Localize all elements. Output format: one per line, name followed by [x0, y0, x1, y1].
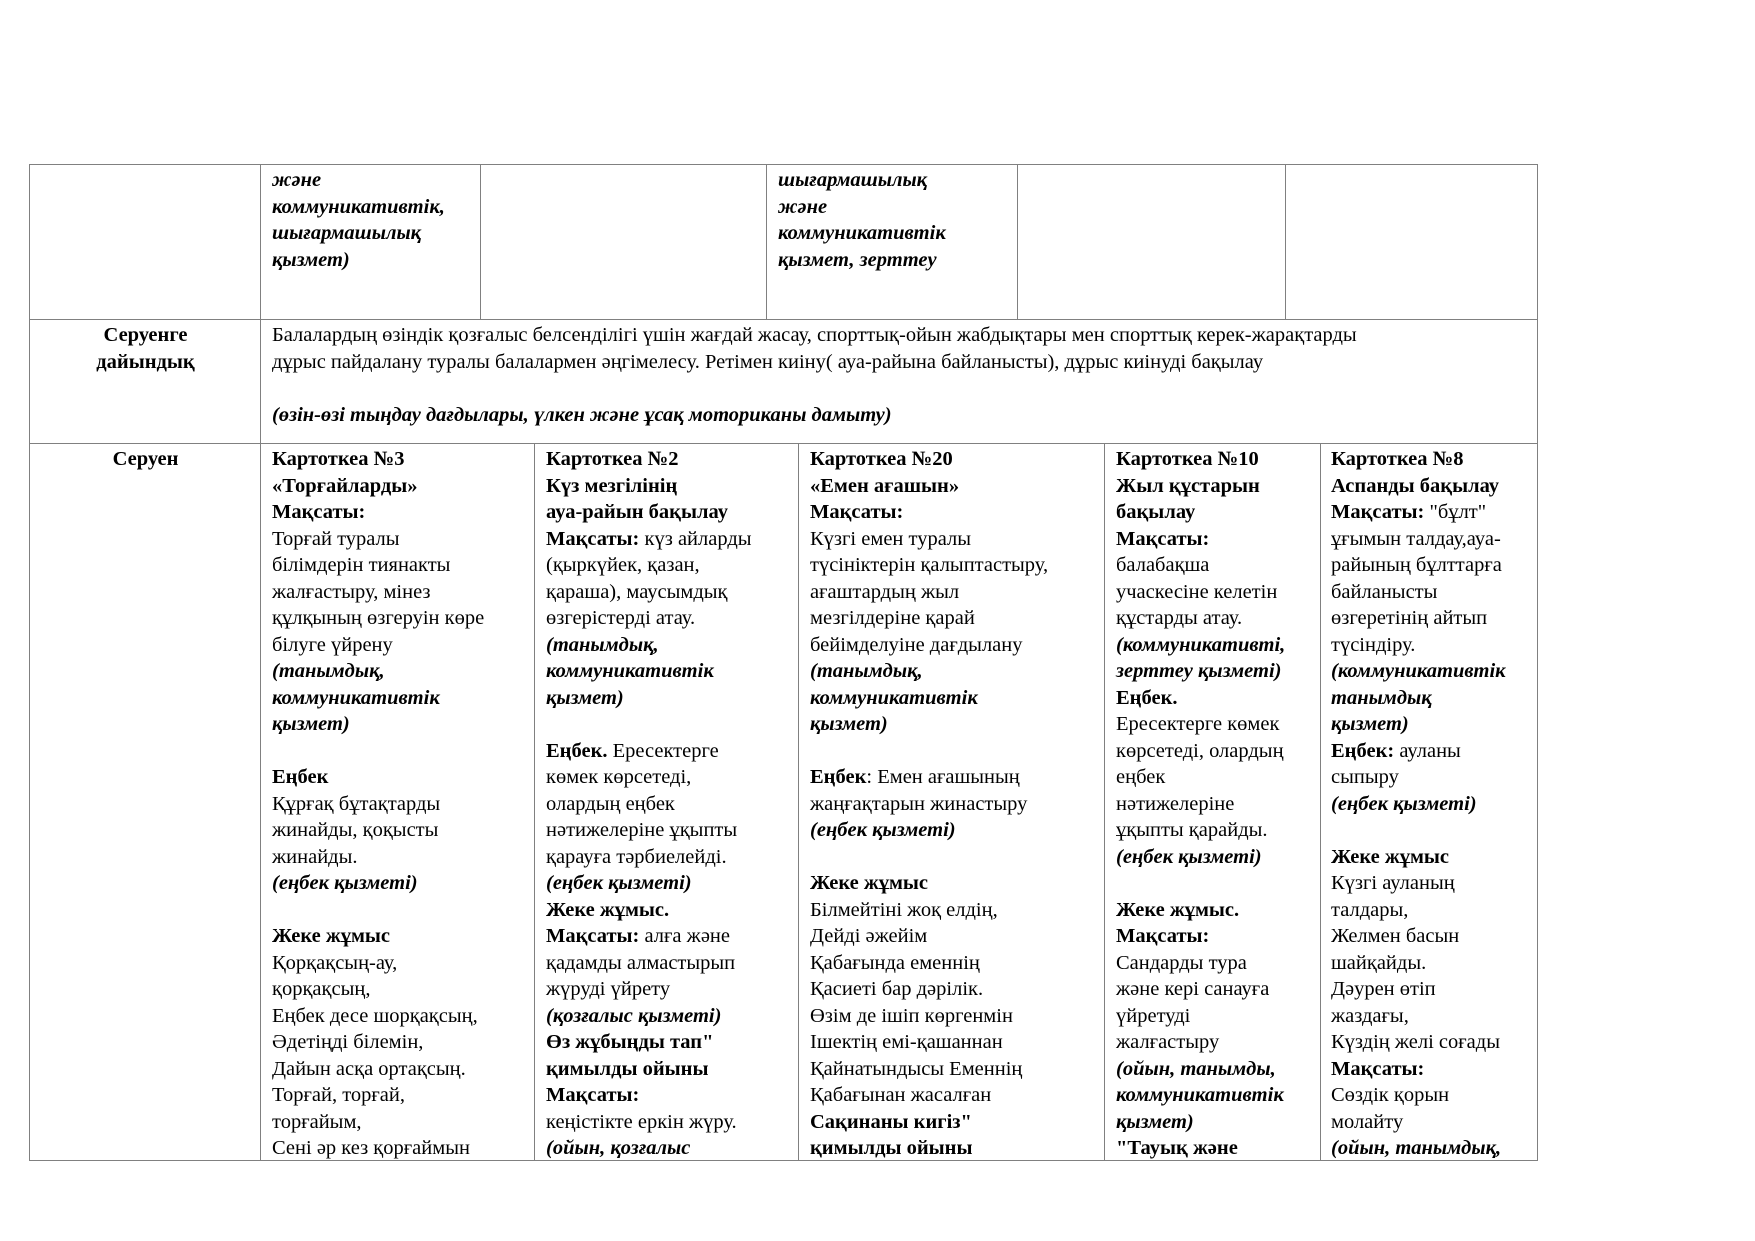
walk-col-thursday [1104, 444, 1320, 1160]
cell-line: Торғай туралы [272, 527, 400, 550]
cell-line: еңбек [1116, 766, 1166, 788]
cell-line: құстарды атау. [1116, 607, 1243, 629]
cell-line: Дейді әжейім [810, 925, 928, 947]
cell-line: қимылды ойыны [546, 1057, 709, 1080]
cell-line: қараша), маусымдық [546, 580, 728, 603]
cell-line: Еңбек. Ересектерге [546, 739, 719, 762]
cell-line: Мақсаты: [546, 1084, 640, 1106]
walk-col-monday [260, 444, 534, 1160]
blank-line [810, 844, 1094, 871]
cell-line: көрсетеді, олардың [1116, 739, 1284, 762]
cell-line: Сөздік қорын [1331, 1084, 1450, 1106]
cell-line: Сақинаны кигіз" [810, 1110, 972, 1133]
cell-line: қимылды ойыны [810, 1137, 973, 1159]
walk-preparation-content [260, 320, 1537, 443]
cell-line: Мақсаты: [1116, 527, 1210, 550]
cell-line: Қабағынан жасалған [810, 1084, 992, 1106]
cell-line: олардың еңбек [546, 792, 675, 815]
cell-line: Серуенге [103, 324, 188, 346]
cell-line: Картоткеа №20 [810, 448, 953, 470]
cell-line: Сандарды тура [1116, 951, 1247, 974]
cell-line: дұрыс пайдалану туралы балалармен әңгімелесу. Ретімен киіну( ауа-райына байланысты), дұрыс киінуді бақылау [272, 350, 1264, 373]
row1-col4-cell [766, 165, 1017, 319]
cell-line: Еңбек десе шорқақсың, [272, 1004, 478, 1027]
cell-line: Қабағында еменнің [810, 951, 980, 974]
cell-line: (қыркүйек, қазан, [546, 554, 700, 576]
plan-table [29, 164, 1538, 1161]
cell-line: қарауға тәрбиелейді. [546, 845, 727, 868]
cell-line: жалғастыру [1116, 1031, 1220, 1053]
cell-line: учаскесіне келетін [1116, 580, 1278, 603]
cell-line: жаздағы, [1331, 1004, 1409, 1027]
cell-line: ағаштардың жыл [810, 580, 960, 603]
cell-line: молайту [1331, 1110, 1404, 1133]
cell-line: танымдық [1331, 686, 1432, 709]
table-row-activity-continuation [30, 165, 1537, 320]
cell-line: қызмет) [1331, 713, 1409, 735]
cell-line: дайындық [96, 350, 195, 373]
cell-line: Картоткеа №8 [1331, 448, 1464, 470]
cell-line: жаңғақтарын жинастыру [810, 792, 1028, 815]
table-row-walk-preparation [30, 320, 1537, 444]
blank-line [272, 375, 1527, 402]
cell-line: Сені әр кез қорғаймын [272, 1137, 470, 1159]
cell-line: ұғымын талдау,ауа- [1331, 527, 1501, 550]
cell-line: шайқайды. [1331, 951, 1427, 974]
blank-line [546, 711, 788, 738]
cell-line: Мақсаты: [810, 501, 904, 523]
cell-line: Мақсаты: [272, 501, 366, 523]
cell-line: Ересектерге көмек [1116, 713, 1280, 735]
cell-line: Мақсаты: күз айларды [546, 527, 752, 550]
cell-line: Қорқақсың-ау, [272, 951, 398, 974]
cell-line: және [778, 195, 828, 218]
table-row-walk [30, 444, 1537, 1160]
cell-line: Жеке жұмыс [1331, 845, 1450, 868]
blank-line [1331, 817, 1527, 844]
cell-line: жүруді үйрету [546, 978, 671, 1000]
cell-line: және [272, 169, 322, 191]
cell-line: Серуен [112, 448, 179, 470]
cell-line: Жыл құстарын [1116, 474, 1260, 497]
cell-line: балабақша [1116, 554, 1210, 576]
cell-line: торғайым, [272, 1110, 362, 1133]
cell-line: зерттеу қызметі) [1116, 660, 1282, 682]
walk-col-friday [1320, 444, 1537, 1160]
cell-line: Әдетіңді білемін, [272, 1031, 424, 1053]
cell-line: жалғастыру, мінез [272, 580, 431, 603]
cell-line: (ойын, қозғалыс [546, 1137, 691, 1159]
cell-line: шығармашылық [272, 222, 422, 244]
cell-line: Дайын асқа ортақсың. [272, 1057, 466, 1080]
cell-line: түсініктерін қалыптастыру, [810, 554, 1049, 576]
cell-line: Өзім де ішіп көргенмін [810, 1004, 1013, 1027]
cell-line: (еңбек қызметі) [810, 819, 956, 841]
cell-line: қызмет, зерттеу [778, 248, 937, 271]
walk-col-tuesday [534, 444, 798, 1160]
cell-line: (танымдық, [810, 660, 923, 682]
cell-line: Желмен басын [1331, 925, 1460, 947]
cell-line: білуге үйрену [272, 633, 393, 656]
cell-line: сыпыру [1331, 766, 1399, 788]
cell-line: (танымдық, [546, 633, 659, 656]
cell-line: (ойын, танымды, [1116, 1057, 1276, 1080]
cell-line: Жеке жұмыс [272, 925, 391, 947]
cell-line: Қасиеті бар дәрілік. [810, 978, 984, 1000]
cell-line: кеңістікте еркін жүру. [546, 1110, 737, 1133]
cell-line: «Торғайларды» [272, 474, 418, 497]
cell-line: нәтижелеріне [1116, 792, 1235, 815]
cell-line: қызмет) [1116, 1110, 1194, 1133]
cell-line: жинайды, қоқысты [272, 819, 439, 841]
cell-line: Еңбек [272, 766, 329, 788]
cell-line: қызмет) [272, 713, 350, 735]
cell-line: (танымдық, [272, 660, 385, 682]
row-label-walk-preparation [30, 320, 260, 443]
cell-line: коммуникативтік [546, 660, 714, 682]
cell-line: білімдерін тиянакты [272, 554, 451, 576]
cell-line: Аспанды бақылау [1331, 474, 1500, 497]
row1-col2-cell [260, 165, 480, 319]
cell-line: Күз мезгілінің [546, 474, 678, 497]
row-label-walk [30, 444, 260, 1160]
cell-line: райының бұлттарға [1331, 554, 1502, 576]
cell-line: Қайнатындысы Еменнің [810, 1057, 1023, 1080]
cell-line: Күзгі ауланың [1331, 872, 1455, 894]
blank-line [810, 738, 1094, 765]
cell-line: Еңбек: ауланы [1331, 739, 1461, 762]
cell-line: коммуникативтік [810, 686, 978, 709]
cell-line: бейімделуіне дағдылану [810, 633, 1023, 656]
cell-line: және кері санауға [1116, 978, 1270, 1000]
blank-line [272, 897, 524, 924]
cell-line: жинайды. [272, 845, 358, 868]
cell-line: байланысты [1331, 580, 1438, 603]
blank-line [1116, 870, 1310, 897]
cell-line: "Тауық және [1116, 1137, 1238, 1159]
cell-line: коммуникативтік [272, 686, 440, 709]
cell-line: Құрғақ бұтақтарды [272, 792, 441, 815]
cell-line: Жеке жұмыс. [1116, 898, 1240, 921]
cell-line: Мақсаты: алға және [546, 925, 730, 947]
cell-line: Картоткеа №2 [546, 448, 679, 470]
cell-line: өзгеретінің айтып [1331, 607, 1488, 629]
cell-line: түсіндіру. [1331, 633, 1416, 656]
cell-line: (қозғалыс қызметі) [546, 1004, 722, 1027]
cell-line: коммуникативтік [1116, 1084, 1284, 1106]
cell-line: талдары, [1331, 898, 1409, 921]
cell-line: қызмет) [546, 686, 624, 709]
cell-line: «Емен ағашын» [810, 474, 960, 497]
cell-line: құлқының өзгеруін көре [272, 607, 485, 629]
walk-col-wednesday [798, 444, 1104, 1160]
row1-col6-cell [1285, 165, 1537, 319]
cell-line: Мақсаты: [1116, 925, 1210, 947]
cell-line: коммуникативтік [778, 222, 946, 244]
cell-line: (коммуникативтік [1331, 660, 1506, 682]
cell-line: Жеке жұмыс [810, 872, 929, 894]
cell-line: бақылау [1116, 501, 1196, 523]
cell-line: ауа-райын бақылау [546, 501, 728, 523]
cell-line: Өз жұбыңды тап" [546, 1031, 714, 1053]
row1-col5-cell [1017, 165, 1285, 319]
cell-line: Балалардың өзіндік қозғалыс белсенділігі үшін жағдай жасау, спорттық-ойын жабдықтары мен спорттық керек-жарақтарды [272, 324, 1357, 346]
cell-line: Дәурен өтіп [1331, 978, 1436, 1000]
cell-line: Еңбек. [1116, 686, 1178, 709]
cell-line: коммуникативтік, [272, 195, 445, 218]
cell-line: Мақсаты: "бұлт" [1331, 501, 1487, 523]
cell-line: Күздің желі соғады [1331, 1031, 1500, 1053]
cell-line: Білмейтіні жоқ елдің, [810, 898, 998, 921]
cell-line: Мақсаты: [1331, 1057, 1425, 1080]
cell-line: Картоткеа №10 [1116, 448, 1259, 470]
cell-line: қорқақсың, [272, 978, 371, 1000]
cell-line: көмек көрсетеді, [546, 766, 692, 788]
row1-col3-cell [480, 165, 766, 319]
cell-line: (еңбек қызметі) [272, 872, 418, 894]
cell-line: қадамды алмастырып [546, 951, 736, 974]
cell-line: Картоткеа №3 [272, 448, 405, 470]
cell-line: мезгілдеріне қарай [810, 607, 975, 629]
cell-line: (коммуникативті, [1116, 633, 1286, 656]
cell-line: ұқыпты қарайды. [1116, 819, 1268, 841]
cell-line: өзгерістерді атау. [546, 607, 696, 629]
cell-line: (ойын, танымдық, [1331, 1137, 1502, 1159]
cell-line: (еңбек қызметі) [546, 872, 692, 894]
cell-line: (еңбек қызметі) [1331, 792, 1477, 815]
cell-line: қызмет) [810, 713, 888, 735]
cell-line: шығармашылық [778, 169, 928, 191]
skills-note: (өзін-өзі тыңдау дағдылары, үлкен және ұсақ моториканы дамыту) [272, 403, 892, 426]
cell-line: Торғай, торғай, [272, 1084, 405, 1106]
cell-line: үйретуді [1116, 1004, 1191, 1027]
cell-line: Күзгі емен туралы [810, 527, 971, 550]
row1-label-cell [30, 165, 260, 319]
cell-line: Еңбек: Емен ағашының [810, 766, 1020, 788]
blank-line [272, 738, 524, 765]
cell-line: нәтижелеріне ұқыпты [546, 819, 738, 841]
cell-line: Ішектің емі-қашаннан [810, 1031, 1003, 1053]
cell-line: қызмет) [272, 248, 350, 271]
cell-line: (еңбек қызметі) [1116, 845, 1262, 868]
cell-line: Жеке жұмыс. [546, 898, 670, 921]
